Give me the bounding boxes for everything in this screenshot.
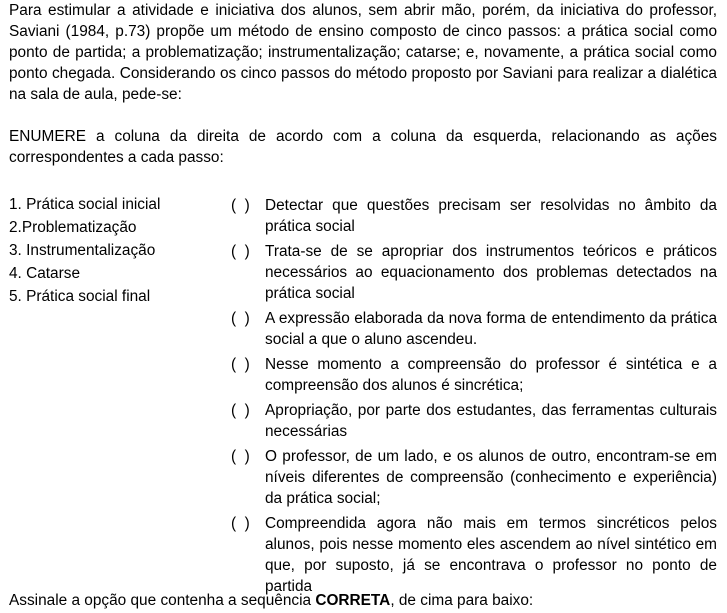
action-item: [231, 308, 717, 350]
answer-blank[interactable]: ( ): [231, 197, 250, 214]
intro-paragraph: Para estimular a atividade e iniciativa dos alunos, sem abrir mão, porém, da iniciativa do professor, Saviani (1984, p.73) propõe um método de ensino composto de cinco passos: a prática social como ponto de partida; a problematização; instrumentalização; catarse; e, novamente, a prática social como ponto chegada. Considerando os cinco passos do método proposto por Saviani para realizar a dialética na sala de aula, pede-se:: [9, 2, 717, 103]
step-item: 3. Instrumentalização: [9, 242, 156, 259]
action-text: A expressão elaborada da nova forma de entendimento da prática social a que o aluno ascendeu.: [265, 310, 717, 348]
action-text: Detectar que questões precisam ser resolvidas no âmbito da prática social: [265, 197, 717, 235]
action-text: O professor, de um lado, e os alunos de outro, encontram-se em níveis diferentes de compreensão (conhecimento e experiência) da prática social;: [265, 448, 717, 507]
answer-blank[interactable]: ( ): [231, 448, 250, 465]
instruction-paragraph: ENUMERE a coluna da direita de acordo com a coluna da esquerda, relacionando as ações correspondentes a cada passo:: [9, 128, 717, 166]
answer-blank[interactable]: ( ): [231, 310, 250, 327]
final-prompt-start: Assinale a opção que contenha a sequência: [9, 592, 316, 609]
steps-column: [9, 193, 229, 308]
step-item: 5. Prática social final: [9, 288, 151, 305]
action-text: Nesse momento a compreensão do professor é sintética e a compreensão dos alunos é sincrética;: [265, 356, 717, 394]
action-text: Trata-se de se apropriar dos instrumentos teóricos e práticos necessários ao equacionamento dos problemas detectados na prática social: [265, 243, 717, 302]
answer-blank[interactable]: ( ): [231, 356, 250, 373]
actions-column: [231, 195, 717, 601]
action-item: [231, 446, 717, 509]
action-item: [231, 400, 717, 442]
final-prompt: [9, 590, 533, 611]
action-item: [231, 241, 717, 304]
step-item: 2.Problematização: [9, 219, 137, 236]
action-item: [231, 195, 717, 237]
action-item: [231, 354, 717, 396]
action-item: [231, 513, 717, 597]
action-text: Compreendida agora não mais em termos sincréticos pelos alunos, pois nesse momento eles ascendem ao nível sintético em que, por suposto, já se encontrava o professor no ponto de partida: [265, 515, 717, 595]
answer-blank[interactable]: ( ): [231, 243, 250, 260]
action-text: Apropriação, por parte dos estudantes, das ferramentas culturais necessárias: [265, 402, 717, 440]
step-item: 4. Catarse: [9, 265, 81, 282]
final-prompt-emphasis: CORRETA: [315, 592, 391, 609]
answer-blank[interactable]: ( ): [231, 515, 250, 532]
step-item: 1. Prática social inicial: [9, 196, 161, 213]
final-prompt-end: , de cima para baixo:: [390, 592, 534, 609]
answer-blank[interactable]: ( ): [231, 402, 250, 419]
